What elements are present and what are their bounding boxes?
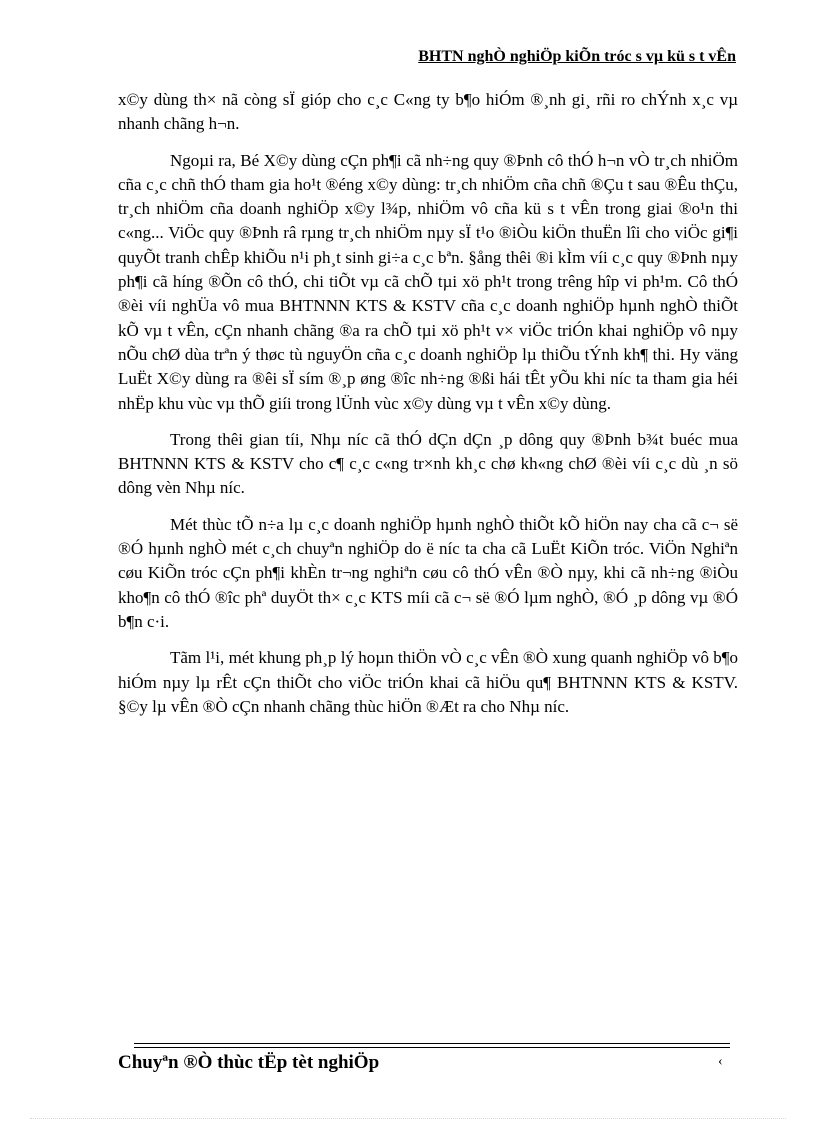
paragraph: Mét thùc tÕ n÷a lµ c¸c doanh nghiÖp hµnh nghÒ thiÕt kÕ hiÖn nay cha cã c¬ së ®Ó hµnh nghÒ mét c¸ch chuyªn nghiÖp do ë níc ta cha cã LuËt KiÕn tróc. ViÖn Nghiªn cøu KiÕn tróc cÇn ph¶i khÈn tr¬ng nghiªn cøu cô thÓ vÊn ®Ò nµy, khi cã nh÷ng ®iÒu kho¶n cô thÓ ®îc phª duyÖt th× c¸c KTS míi cã c¬ së ®Ó lµm nghÒ, ®Ó ¸p dông vµ ®Ó b¶n c·i. (118, 514, 738, 631)
page-bottom-edge (30, 1118, 786, 1119)
running-header: BHTN nghÒ nghiÖp kiÕn tróc s vµ kü s t vÊn (418, 48, 736, 65)
page-number: ‹ (718, 1054, 723, 1069)
footer-title: Chuyªn ®Ò thùc tËp tèt nghiÖp (118, 1052, 380, 1073)
paragraph: Ngoµi ra, Bé X©y dùng cÇn ph¶i cã nh÷ng quy ®Þnh cô thÓ h¬n vÒ tr¸ch nhiÖm cña c¸c chñ thÓ tham gia ho¹t ®éng x©y dùng: tr¸ch nhiÖm cña chñ ®Çu t sau ®Êu thÇu, tr¸ch nhiÖm cña doanh nghiÖp x©y l¾p, nhiÖm vô cña kü s t vÊn trong giai ®o¹n thi c«ng... ViÖc quy ®Þnh râ rµng tr¸ch nhiÖm nµy sÏ t¹o ®iÒu kiÖn thuËn lîi cho viÖc gi¶i quyÕt tranh chÊp khiÕu n¹i ph¸t sinh gi÷a c¸c bªn. §ång thêi ®i kÌm víi c¸c quy ®Þnh nµy ph¶i cã híng ®Õn cô thÓ, chi tiÕt vµ cã chÕ tµi xö ph¹t trong trêng hîp vi ph¹m. Cô thÓ ®èi víi nghÜa vô mua BHTNNN KTS & KSTV cña c¸c doanh nghiÖp hµnh nghÒ thiÕt kÕ vµ t vÊn, cÇn nhanh chãng ®a ra chÕ tµi xö ph¹t v× viÖc triÓn khai nghiÖp vô nµy nÕu chØ dùa trªn ý thøc tù nguyÖn cña c¸c doanh nghiÖp lµ thiÕu tÝnh kh¶ thi. Hy väng LuËt X©y dùng ra ®êi sÏ sím ®¸p øng ®îc nh÷ng ®ßi hái tÊt yÕu khi níc ta tham gia héi nhËp khu vùc vµ thÕ giíi trong lÜnh vùc x©y dùng vµ t vÊn x©y dùng. (118, 150, 738, 413)
footer-divider (134, 1043, 730, 1048)
paragraph: Trong thêi gian tíi, Nhµ níc cã thÓ dÇn dÇn ¸p dông quy ®Þnh b¾t buéc mua BHTNNN KTS & KSTV cho c¶ c¸c c«ng tr×nh kh¸c chø kh«ng chØ ®èi víi c¸c dù ¸n sö dông vèn Nhµ níc. (118, 429, 738, 498)
paragraph-continuation: x©y dùng th× nã còng sÏ gióp cho c¸c C«ng ty b¶o hiÓm ®¸nh gi¸ rñi ro chÝnh x¸c vµ nhanh chãng h¬n. (118, 90, 738, 134)
paragraph: Tãm l¹i, mét khung ph¸p lý hoµn thiÖn vÒ c¸c vÊn ®Ò xung quanh nghiÖp vô b¶o hiÓm nµy lµ rÊt cÇn thiÕt cho viÖc triÓn khai cã hiÖu qu¶ BHTNNN KTS & KSTV. §©y lµ vÊn ®Ò cÇn nhanh chãng thùc hiÖn ®Æt ra cho Nhµ níc. (118, 648, 738, 716)
body-text (118, 88, 738, 731)
